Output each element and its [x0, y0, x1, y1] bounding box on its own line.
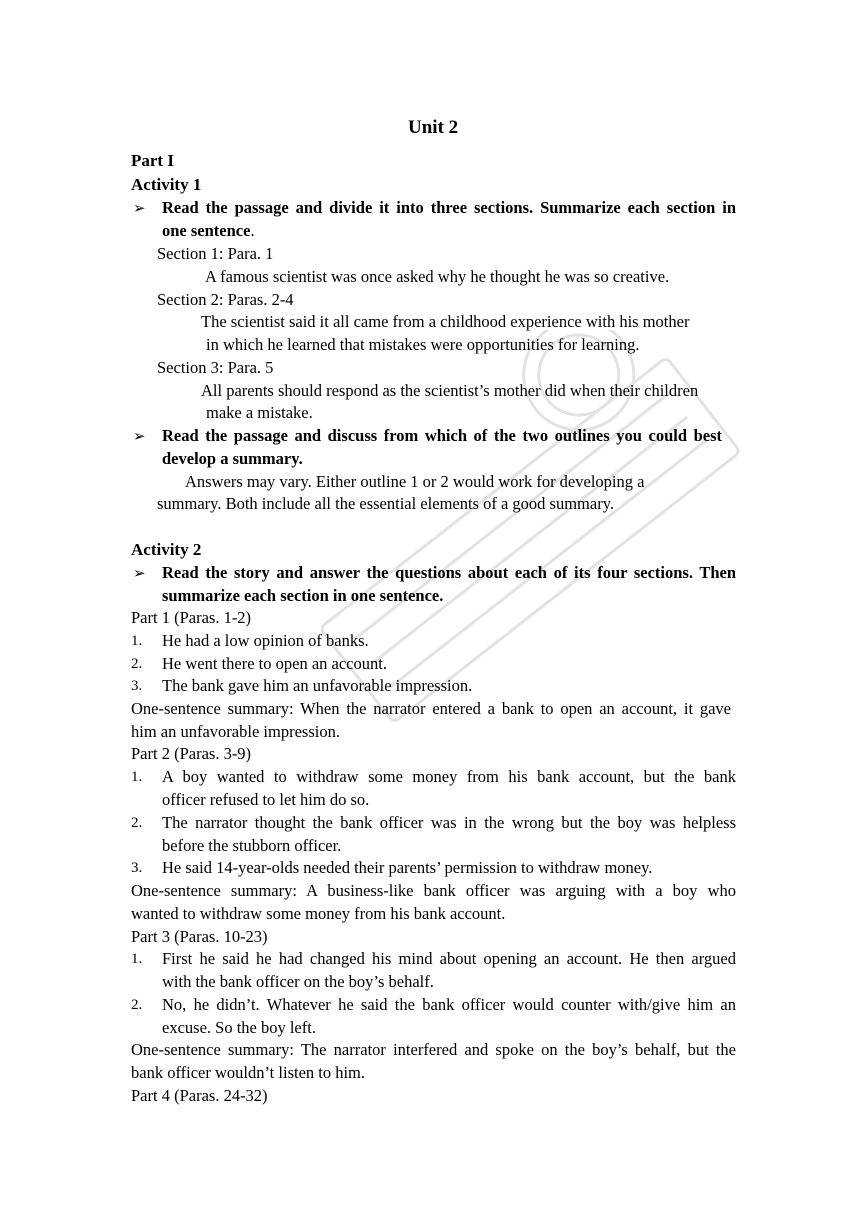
- task1-instruction-line2-period: .: [250, 221, 255, 240]
- list-item-continuation: with the bank officer on the boy’s behalf.: [162, 972, 434, 991]
- task2-instruction-line2: develop a summary.: [162, 449, 303, 468]
- list-number: 2.: [131, 656, 143, 672]
- list-number: 3.: [131, 678, 143, 694]
- list-item: He said 14-year-olds needed their parents’ permission to withdraw money.: [162, 858, 653, 877]
- task1-instruction-line2: [162, 220, 255, 242]
- story-part4-label: Part 4 (Paras. 24-32): [131, 1086, 268, 1105]
- bullet-arrow-icon: ➢: [133, 199, 146, 217]
- story-part2-summary-line2: wanted to withdraw some money from his bank account.: [131, 904, 506, 923]
- list-number: 1.: [131, 769, 143, 785]
- story-part2-summary-line1: One-sentence summary: A business-like bank officer was arguing with a boy who: [131, 881, 736, 900]
- section3-summary-line2: make a mistake.: [206, 403, 313, 422]
- section2-label: Section 2: Paras. 2-4: [157, 290, 294, 309]
- bullet-arrow-icon: ➢: [133, 427, 146, 445]
- list-item: He went there to open an account.: [162, 654, 387, 673]
- list-number: 3.: [131, 860, 143, 876]
- bullet-arrow-icon: ➢: [133, 564, 146, 582]
- list-item: A boy wanted to withdraw some money from his bank account, but the bank: [162, 767, 736, 786]
- section1-label: Section 1: Para. 1: [157, 244, 274, 263]
- part-heading: Part I: [131, 151, 174, 170]
- list-item: He had a low opinion of banks.: [162, 631, 369, 650]
- page-title: Unit 2: [408, 117, 459, 138]
- task2-answer-line1: Answers may vary. Either outline 1 or 2 would work for developing a: [185, 472, 645, 491]
- list-item: The narrator thought the bank officer was in the wrong but the boy was helpless: [162, 813, 736, 832]
- list-item-continuation: before the stubborn officer.: [162, 836, 342, 855]
- section2-summary-line1: The scientist said it all came from a childhood experience with his mother: [201, 312, 690, 331]
- list-item-continuation: officer refused to let him do so.: [162, 790, 370, 809]
- list-item: The bank gave him an unfavorable impression.: [162, 676, 473, 695]
- list-item: First he said he had changed his mind about opening an account. He then argued: [162, 949, 736, 968]
- list-number: 1.: [131, 951, 143, 967]
- section3-summary-line1: All parents should respond as the scientist’s mother did when their children: [201, 381, 699, 400]
- list-number: 2.: [131, 997, 143, 1013]
- list-item: No, he didn’t. Whatever he said the bank officer would counter with/give him an: [162, 995, 736, 1014]
- activity2-heading: Activity 2: [131, 540, 202, 559]
- story-part1-summary-line2: him an unfavorable impression.: [131, 722, 340, 741]
- section3-label: Section 3: Para. 5: [157, 358, 274, 377]
- list-number: 2.: [131, 815, 143, 831]
- activity1-heading: Activity 1: [131, 175, 202, 194]
- task2-answer-line2: summary. Both include all the essential elements of a good summary.: [157, 494, 615, 513]
- list-number: 1.: [131, 633, 143, 649]
- story-part3-summary-line1: One-sentence summary: The narrator interfered and spoke on the boy’s behalf, but the: [131, 1040, 736, 1059]
- task1-instruction-line1: Read the passage and divide it into three sections. Summarize each section in: [162, 198, 736, 217]
- activity2-instruction-line2: summarize each section in one sentence.: [162, 586, 444, 605]
- story-part3-summary-line2: bank officer wouldn’t listen to him.: [131, 1063, 366, 1082]
- story-part1-summary-line1: One-sentence summary: When the narrator entered a bank to open an account, it gave: [131, 699, 731, 718]
- list-item-continuation: excuse. So the boy left.: [162, 1018, 316, 1037]
- story-part2-label: Part 2 (Paras. 3-9): [131, 744, 252, 763]
- section1-summary: A famous scientist was once asked why he thought he was so creative.: [205, 267, 670, 286]
- activity2-instruction-line1: Read the story and answer the questions about each of its four sections. Then: [162, 563, 736, 582]
- story-part1-label: Part 1 (Paras. 1-2): [131, 608, 252, 627]
- section2-summary-line2: in which he learned that mistakes were opportunities for learning.: [206, 335, 640, 354]
- task2-instruction-line1: Read the passage and discuss from which of the two outlines you could best: [162, 426, 722, 445]
- task1-instruction-line2-text: one sentence: [162, 221, 251, 240]
- story-part3-label: Part 3 (Paras. 10-23): [131, 927, 268, 946]
